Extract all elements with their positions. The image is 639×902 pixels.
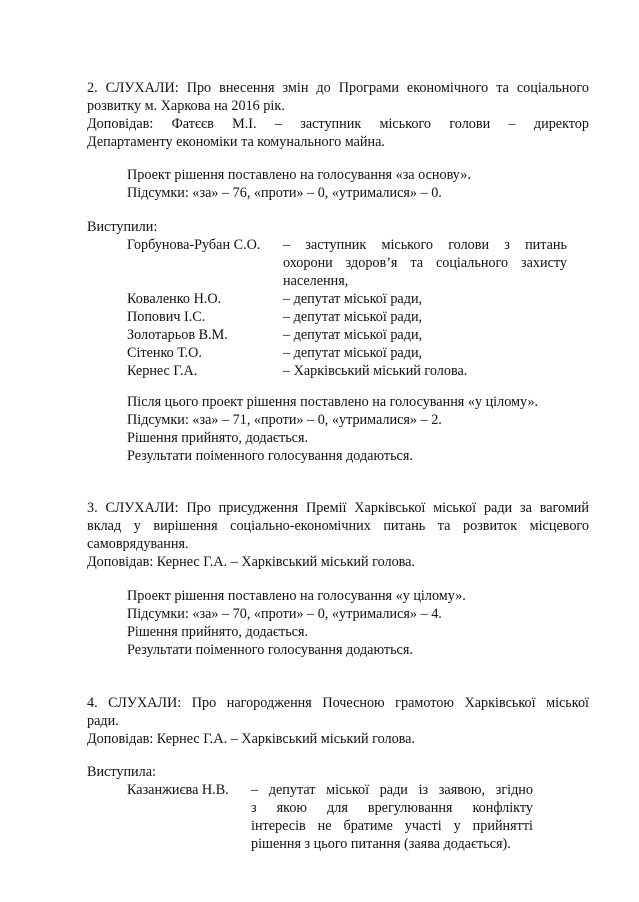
item3-heading-line1: 3. СЛУХАЛИ: Про присудження Премії Харківської міської ради за вагомий	[87, 500, 589, 516]
speaker-role-line: – депутат міської ради із заявою, згідно	[251, 782, 533, 798]
speaker-name: Попович І.С.	[127, 309, 206, 325]
speaker-role-line: – депутат міської ради,	[283, 309, 423, 325]
item4-reporter: Доповідав: Кернес Г.А. – Харківський міський голова.	[87, 731, 416, 747]
speaker-role-line: рішення з цього питання (заява додається).	[251, 836, 511, 852]
item2-reporter-line2: Департаменту економіки та комунального майна.	[87, 134, 385, 150]
speaker-role-line: – депутат міської ради,	[283, 291, 423, 307]
speaker-role-line: – заступник міського голови з питань	[283, 237, 567, 253]
item2-final-vote-line1: Після цього проект рішення поставлено на голосування «у цілому».	[127, 394, 539, 410]
item2-reporter-line1: Доповідав: Фатєєв М.І. – заступник міського голови – директор	[87, 116, 589, 132]
item3-vote-line2: Підсумки: «за» – 70, «проти» – 0, «утрималися» – 4.	[127, 606, 442, 622]
speaker-role-line: – депутат міської ради,	[283, 327, 423, 343]
item3-reporter: Доповідав: Кернес Г.А. – Харківський міський голова.	[87, 554, 416, 570]
item3-results: Результати поіменного голосування додаються.	[127, 642, 413, 658]
speaker-role-line: – Харківський міський голова.	[283, 363, 468, 379]
item3-heading-line3: самоврядування.	[87, 536, 189, 552]
speaker-role-line: охорони здоров’я та соціального захисту	[283, 255, 567, 271]
item4-speakers-label: Виступила:	[87, 764, 156, 780]
speaker-role-line: – депутат міської ради,	[283, 345, 423, 361]
item2-heading-line2: розвитку м. Харкова на 2016 рік.	[87, 98, 285, 114]
item2-results: Результати поіменного голосування додаються.	[127, 448, 413, 464]
speaker-name: Сітенко Т.О.	[127, 345, 202, 361]
speaker-name: Горбунова-Рубан С.О.	[127, 237, 261, 253]
item2-final-vote-line2: Підсумки: «за» – 71, «проти» – 0, «утрималися» – 2.	[127, 412, 442, 428]
item2-vote-basis-line1: Проект рішення поставлено на голосування «за основу».	[127, 167, 471, 183]
item2-heading-line1: 2. СЛУХАЛИ: Про внесення змін до Програми економічного та соціального	[87, 80, 589, 96]
speaker-role-line: з якою для врегулювання конфлікту	[251, 800, 533, 816]
item4-heading-line2: ради.	[87, 713, 119, 729]
item2-decision: Рішення прийнято, додається.	[127, 430, 309, 446]
item3-decision: Рішення прийнято, додається.	[127, 624, 309, 640]
speaker-name: Кернес Г.А.	[127, 363, 198, 379]
item2-speakers-label: Виступили:	[87, 219, 158, 235]
speaker-name: Золотарьов В.М.	[127, 327, 228, 343]
speaker-name: Казанжиєва Н.В.	[127, 782, 229, 798]
item3-vote-line1: Проект рішення поставлено на голосування «у цілому».	[127, 588, 466, 604]
item4-heading-line1: 4. СЛУХАЛИ: Про нагородження Почесною грамотою Харківської міської	[87, 695, 589, 711]
item2-vote-basis-line2: Підсумки: «за» – 76, «проти» – 0, «утрималися» – 0.	[127, 185, 442, 201]
item3-heading-line2: вклад у вирішення соціально-економічних питань та розвиток місцевого	[87, 518, 589, 534]
speaker-name: Коваленко Н.О.	[127, 291, 222, 307]
speaker-role-line: інтересів не братиме участі у прийнятті	[251, 818, 533, 834]
speaker-role-line: населення,	[283, 273, 349, 289]
